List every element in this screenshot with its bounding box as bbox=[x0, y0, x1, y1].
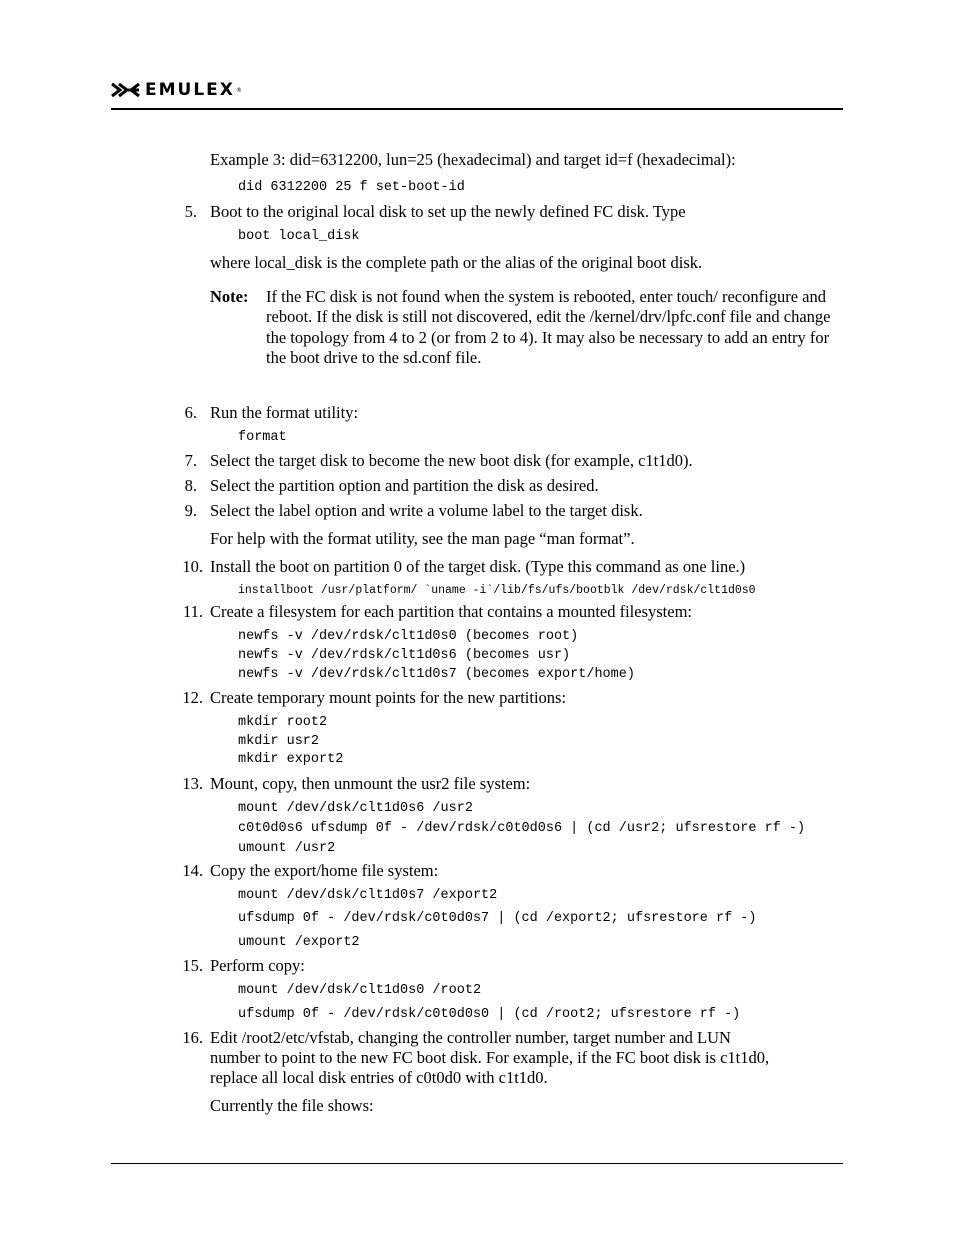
step-12-code-2: mkdir usr2 bbox=[238, 734, 320, 749]
step-10-number: 10. bbox=[182, 557, 203, 576]
step-12-text: Create temporary mount points for the new partitions: bbox=[210, 688, 567, 707]
step-7-number: 7. bbox=[184, 451, 197, 470]
step-11-code-1: newfs -v /dev/rdsk/clt1d0s0 (becomes root) bbox=[238, 629, 579, 644]
step-9-after: For help with the format utility, see the man page “man format”. bbox=[210, 529, 635, 548]
step-13-code-2: c0t0d0s6 ufsdump 0f - /dev/rdsk/c0t0d0s6 | (cd /usr2; ufsrestore rf -) bbox=[238, 821, 806, 836]
step-5-after: where local_disk is the complete path or the alias of the original boot disk. bbox=[210, 253, 703, 272]
header-logo bbox=[111, 80, 242, 100]
step-11-code-2: newfs -v /dev/rdsk/clt1d0s6 (becomes usr) bbox=[238, 648, 571, 663]
step-13-number: 13. bbox=[182, 774, 203, 793]
header-rule bbox=[111, 108, 843, 110]
step-10-code: installboot /usr/platform/ `uname -i`/lib/fs/ufs/bootblk /dev/rdsk/clt1d0s0 bbox=[238, 584, 756, 597]
step-13-text: Mount, copy, then unmount the usr2 file system: bbox=[210, 774, 531, 793]
step-14-text: Copy the export/home file system: bbox=[210, 861, 439, 880]
step-12-number: 12. bbox=[182, 688, 203, 707]
footer-rule bbox=[111, 1163, 843, 1164]
step-5-text: Boot to the original local disk to set up the newly defined FC disk. Type bbox=[210, 202, 686, 221]
step-11-code-3: newfs -v /dev/rdsk/clt1d0s7 (becomes export/home) bbox=[238, 667, 635, 682]
step-10-text: Install the boot on partition 0 of the target disk. (Type this command as one line.) bbox=[210, 557, 746, 576]
step-5-number: 5. bbox=[184, 202, 197, 221]
example-3-text: Example 3: did=6312200, lun=25 (hexadecimal) and target id=f (hexadecimal): bbox=[210, 150, 736, 169]
note-label: Note: bbox=[210, 287, 249, 306]
step-16-line-3: replace all local disk entries of c0t0d0 with c1t1d0. bbox=[210, 1068, 548, 1087]
step-15-code-1: mount /dev/dsk/clt1d0s0 /root2 bbox=[238, 983, 482, 998]
note-text: If the FC disk is not found when the system is rebooted, enter touch/ reconfigure and reboot. If the disk is still not discovered, edit the /kernel/drv/lpfc.conf file and change the topology from 4 to 2 (or from 2 to 4). It may also be necessary to add an entry for the boot drive to the sd.conf file. bbox=[266, 287, 831, 367]
step-11-text: Create a filesystem for each partition that contains a mounted filesystem: bbox=[210, 602, 693, 621]
step-14-code-2: ufsdump 0f - /dev/rdsk/c0t0d0s7 | (cd /export2; ufsrestore rf -) bbox=[238, 911, 757, 926]
step-15-code-2: ufsdump 0f - /dev/rdsk/c0t0d0s0 | (cd /root2; ufsrestore rf -) bbox=[238, 1007, 741, 1022]
step-9-number: 9. bbox=[184, 501, 197, 520]
example-3-code: did 6312200 25 f set-boot-id bbox=[238, 180, 465, 195]
step-9-text: Select the label option and write a volume label to the target disk. bbox=[210, 501, 643, 520]
step-16-line-1: Edit /root2/etc/vfstab, changing the controller number, target number and LUN bbox=[210, 1028, 731, 1047]
step-12-code-3: mkdir export2 bbox=[238, 752, 344, 767]
step-12-code-1: mkdir root2 bbox=[238, 715, 328, 730]
step-15-number: 15. bbox=[182, 956, 203, 975]
step-15-text: Perform copy: bbox=[210, 956, 305, 975]
step-6-number: 6. bbox=[184, 403, 197, 422]
emulex-logo-icon bbox=[111, 82, 141, 98]
step-6-text: Run the format utility: bbox=[210, 403, 359, 422]
step-14-number: 14. bbox=[182, 861, 203, 880]
step-7-text: Select the target disk to become the new boot disk (for example, c1t1d0). bbox=[210, 451, 693, 470]
step-16-after: Currently the file shows: bbox=[210, 1096, 374, 1115]
step-13-code-1: mount /dev/dsk/clt1d0s6 /usr2 bbox=[238, 801, 473, 816]
step-16-line-2: number to point to the new FC boot disk. For example, if the FC boot disk is c1t1d0, bbox=[210, 1048, 770, 1067]
step-5-code: boot local_disk bbox=[238, 229, 360, 244]
step-16-number: 16. bbox=[182, 1028, 203, 1047]
step-8-number: 8. bbox=[184, 476, 197, 495]
step-14-code-3: umount /export2 bbox=[238, 935, 360, 950]
step-13-code-3: umount /usr2 bbox=[238, 841, 336, 856]
brand-name: EMULEX bbox=[145, 80, 235, 100]
step-14-code-1: mount /dev/dsk/clt1d0s7 /export2 bbox=[238, 888, 498, 903]
step-6-code: format bbox=[238, 430, 287, 445]
step-11-number: 11. bbox=[182, 602, 203, 621]
trademark-symbol: ® bbox=[235, 86, 242, 94]
step-8-text: Select the partition option and partition the disk as desired. bbox=[210, 476, 599, 495]
